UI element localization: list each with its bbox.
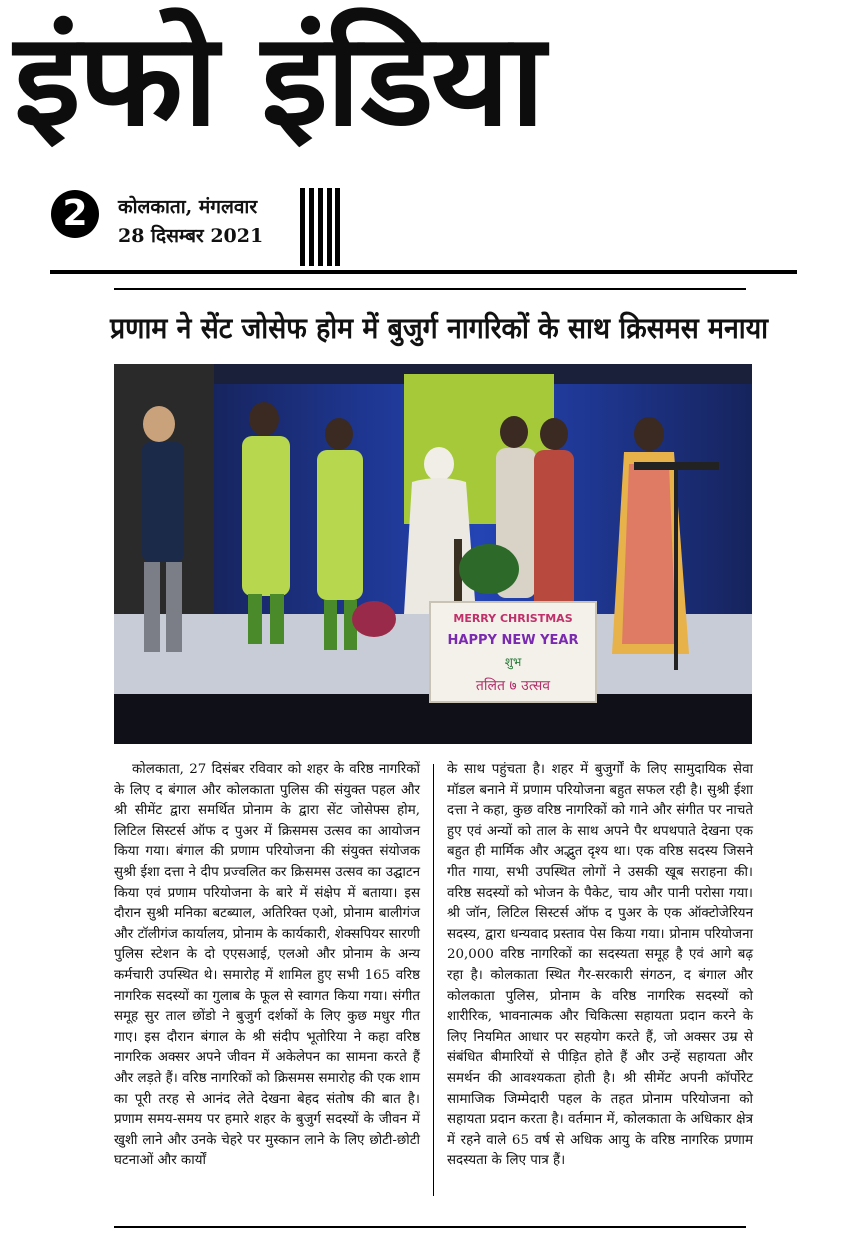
board-line-4: तलित ७ उत्सव xyxy=(475,678,551,694)
event-photo-illustration xyxy=(114,364,752,744)
board-line-1: MERRY CHRISTMAS xyxy=(453,612,573,625)
article-headline: प्रणाम ने सेंट जोसेफ होम में बुजुर्ग नागरिकों के साथ क्रिसमस मनाया xyxy=(110,311,769,345)
masthead-title: इंफो इंडिया xyxy=(14,6,544,155)
masthead xyxy=(0,0,863,175)
event-photo xyxy=(114,364,752,744)
footer-rule xyxy=(114,1226,746,1228)
board-line-2: HAPPY NEW YEAR xyxy=(447,633,579,648)
column-divider xyxy=(433,764,434,1196)
article-text-col2: के साथ पहुंचता है। शहर में बुजुर्गों के लिए सामुदायिक सेवा मॉडल बनाने में प्रणाम परियोजना बहुत सफल रही है। सुश्री ईशा दत्ता ने कहा, कुछ वरिष्ठ नागरिकों को गाने और संगीत पर नाचते हुए एवं अन्यों को ताल के साथ अपने पैर थपथपाते देखना एक बहुत ही मार्मिक और अद्भुत दृश्य था। एक वरिष्ठ सदस्य जिसने गीत गाया, सभी उपस्थित लोगों ने उसकी खूब सराहना की। वरिष्ठ सदस्यों को भोजन के पैकेट, चाय और पानी परोसा गया। श्री जॉन, लिटिल सिस्टर्स ऑफ द पुअर के एक ऑक्टोजेरियन सदस्य, द्वारा धन्यवाद प्रस्ताव पेस किया गया। प्रोनाम परियोजना 20,000 वरिष्ठ नागरिकों का सदस्यता समूह है एवं आगे बढ़ रहा है। कोलकाता स्थित गैर-सरकारी संगठन, द बंगाल और कोलकाता पुलिस, प्रोनाम के वरिष्ठ नागरिक सदस्यों को शारीरिक, भावनात्मक और चिकित्सा सहायता प्रदान करने के लिए नियमित आधार पर सहयोग करते हैं, जो अक्सर उम्र से संबंधित बीमारियों से पीड़ित होते हैं और उन्हें सहायता और समर्थन की आवश्यकता होती है। श्री सीमेंट अपनी कॉर्पोरेट सामाजिक जिम्मेदारी पहल के तहत प्रोनाम परियोजना को सहायता प्रदान करता है। वर्तमान में, कोलकाता के अधिकार क्षेत्र में रहने वाले 65 वर्ष से अधिक आयु के वरिष्ठ नागरिक प्रणाम सदस्यता के लिए पात्र हैं। xyxy=(447,762,753,1169)
page-number-badge: 2 xyxy=(51,190,99,238)
dateline-city-day: कोलकाता, मंगलवार xyxy=(118,196,258,218)
article-text-col1: कोलकाता, 27 दिसंबर रविवार को शहर के वरिष्ठ नागरिकों के लिए द बंगाल और कोलकाता पुलिस की संयुक्त पहल और श्री सीमेंट द्वारा समर्थित प्रोनाम के द्वारा सेंट जोसेफ्स होम, लिटिल सिस्टर्स ऑफ द पुअर में क्रिसमस उत्सव का आयोजन किया गया। बंगाल की प्रणाम परियोजना की संयुक्त संयोजक सुश्री ईशा दत्ता ने दीप प्रज्वलित कर क्रिसमस उत्सव का उद्घाटन किया एवं प्रणाम परियोजना के बारे में संक्षेप में बताया। इस दौरान सुश्री मनिका बटब्याल, अतिरिक्त एओ, प्रोनाम बालीगंज और टॉलीगंज कार्यालय, प्रोनाम के कार्यकारी, शेक्सपियर सारणी पुलिस स्टेशन के दो एएसआई, एलओ और प्रोनाम के अन्य कर्मचारी उपस्थित थे। समारोह में शामिल हुए सभी 165 वरिष्ठ नागरिक सदस्यों का गुलाब के फूल से स्वागत किया गया। संगीत समूह सुर ताल छोंडो ने बुजुर्ग दर्शकों के लिए कुछ मधुर गीत गाए। इस दौरान बंगाल के श्री संदीप भूतोरिया ने कहा वरिष्ठ नागरिक अक्सर अपने जीवन में अकेलेपन का सामना करते हैं और लड़ते हैं। वरिष्ठ नागरिकों को क्रिसमस समारोह की एक शाम का पूरी तरह से आनंद लेते देखना बेहद संतोष की बात है। प्रणाम समय-समय पर हमारे शहर के बुजुर्ग सदस्यों के जीवन में खुशी लाने और उनके चेहरे पर मुस्कान लाने के लिए छोटी-छोटी घटनाओं और कार्यों xyxy=(114,762,420,1169)
headline-top-rule xyxy=(114,288,746,290)
header-rule xyxy=(50,270,797,274)
barcode-ornament xyxy=(300,188,340,266)
dateline-date: 28 दिसम्बर 2021 xyxy=(118,225,264,247)
article-column-1 xyxy=(114,760,420,1172)
board-line-3: शुभ xyxy=(504,655,522,669)
article-column-2 xyxy=(447,760,753,1172)
